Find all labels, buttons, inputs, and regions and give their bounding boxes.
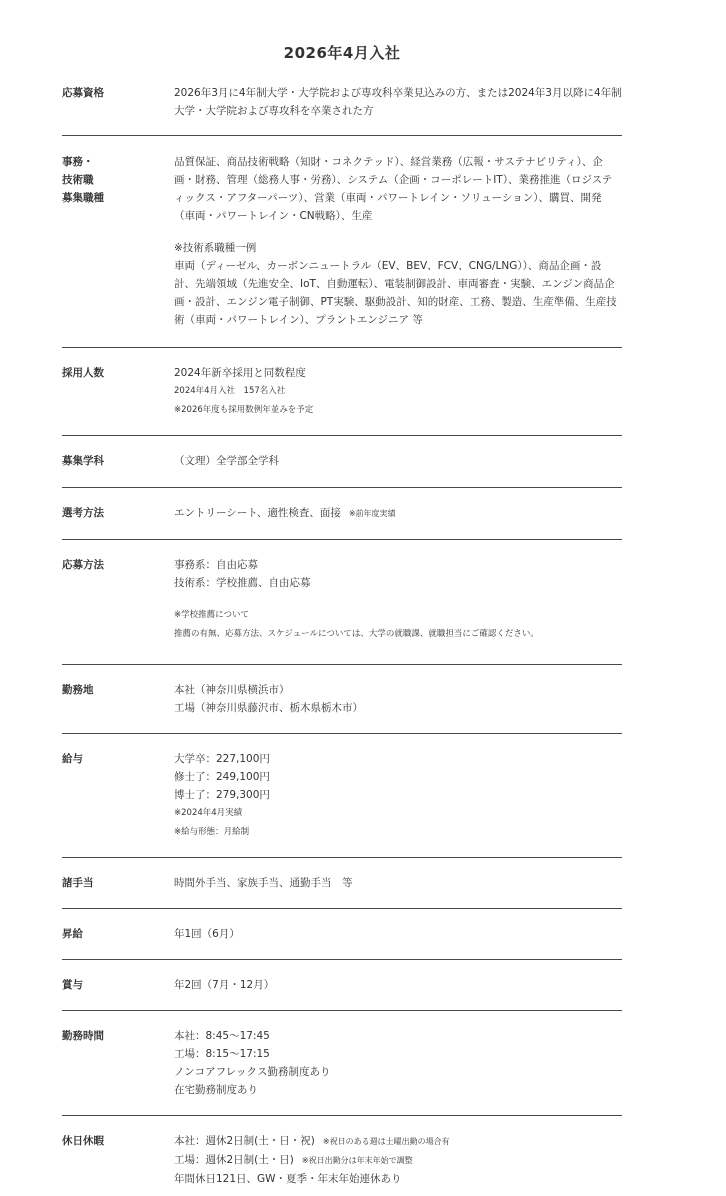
salary-note-2: ※給与形態：月給制 [174,827,250,837]
hours-line-1: 本社：8:45～17:45 [174,1030,270,1042]
qualification-text: 2026年3月に4年制大学・大学院および専攻科卒業見込みの方、または2024年3月以降に4年制大学・大学院および専攻科を卒業された方 [174,87,622,117]
spacer [174,225,622,239]
row-application [62,540,622,665]
holidays-line-3: 年間休日121日、GW・夏季・年末年始連休あり [174,1173,402,1185]
salary-line-2: 修士了：249,100円 [174,771,270,783]
row-hours [62,1011,622,1116]
hiring-count-value [174,364,622,435]
spacer [174,592,622,606]
job-types-example-heading: ※技術系職種一例 [174,242,257,254]
salary-label: 給与 [62,753,83,765]
job-types-label: 事務・ 技術職 募集職種 [62,156,104,204]
application-line-1: 事務系：自由応募 [174,559,258,571]
hiring-count-detail: 2024年4月入社 157名入社 [174,386,286,396]
application-line-2: 技術系：学校推薦、自由応募 [174,577,311,589]
holidays-line-1-note: ※祝日のある週は土曜出勤の場合有 [322,1137,450,1146]
selection-note: ※前年度実績 [348,509,396,518]
application-note-text: 推薦の有無、応募方法、スケジュールについては、大学の就職課、就職担当にご確認ください。 [174,629,539,639]
holidays-value [174,1132,622,1196]
raise-value [174,925,622,959]
hours-label: 勤務時間 [62,1030,104,1042]
row-departments [62,436,622,488]
allowances-value [174,874,622,908]
location-line-1: 本社（神奈川県横浜市） [174,684,290,696]
row-job-types [62,136,622,348]
hiring-count-note: ※2026年度も採用数例年並みを予定 [174,405,314,415]
hiring-count-text: 2024年新卒採用と同数程度 [174,367,306,379]
raise-label: 昇給 [62,928,83,940]
application-value [174,556,622,664]
row-holidays [62,1116,622,1196]
qualification-label: 応募資格 [62,87,104,99]
location-label: 勤務地 [62,684,94,696]
salary-line-3: 博士了：279,300円 [174,789,270,801]
location-line-2: 工場（神奈川県藤沢市、栃木県栃木市） [174,702,363,714]
selection-value [174,504,622,539]
allowances-text: 時間外手当、家族手当、通勤手当 等 [174,877,353,889]
allowances-label: 諸手当 [62,877,94,889]
bonus-text: 年2回（7月・12月） [174,979,275,991]
row-raise [62,909,622,960]
holidays-line-2: 工場：週休2日制(土・日) [174,1154,294,1166]
location-value [174,681,622,733]
recruitment-table [62,83,622,1196]
holidays-label: 休日休暇 [62,1135,104,1147]
hours-line-3: ノンコアフレックス勤務制度あり [174,1066,331,1078]
salary-line-1: 大学卒：227,100円 [174,753,270,765]
row-selection [62,488,622,540]
row-location [62,665,622,734]
hiring-count-label: 採用人数 [62,367,104,379]
departments-label: 募集学科 [62,455,104,467]
job-types-example-text: 車両（ディーゼル、カーボンニュートラル（EV、BEV、FCV、CNG/LNG））、商品企画・設計、先端領域（先進安全、IoT、自動運転）、電装制御設計、車両審査・実験、エンジン商品企画・設計、エンジン電子制御、PT実験、駆動設計、知的財産、工務、製造、生産準備、生産技術（車両・パワートレイン）、プラントエンジニア 等 [174,260,617,326]
row-allowances [62,858,622,909]
row-qualification [62,83,622,136]
selection-text: エントリーシート、適性検査、面接 [174,507,341,519]
hours-line-4: 在宅勤務制度あり [174,1084,258,1096]
departments-text: （文理）全学部全学科 [174,455,279,467]
hours-value [174,1027,622,1115]
salary-note-1: ※2024年4月実績 [174,808,243,818]
page-title: 2026年4月入社 [283,44,401,62]
qualification-value [174,84,622,135]
raise-text: 年1回（6月） [174,928,240,940]
row-bonus [62,960,622,1011]
holidays-line-1: 本社：週休2日制(土・日・祝) [174,1135,315,1147]
row-hiring-count [62,348,622,436]
job-types-text: 品質保証、商品技術戦略（知財・コネクテッド）、経営業務（広報・サステナビリティ）、企画・財務、管理（総務人事・労務）、システム（企画・コーポレートIT）、業務推進（ロジスティックス・アフターパーツ）、営業（車両・パワートレイン・ソリューション）、購買、開発（車両・パワートレイン・CN戦略）、生産 [174,156,613,222]
application-note-heading: ※学校推薦について [174,610,249,620]
job-types-value [174,153,622,347]
hours-line-2: 工場：8:15～17:15 [174,1048,270,1060]
bonus-label: 賞与 [62,979,83,991]
bonus-value [174,976,622,1010]
row-salary [62,734,622,858]
departments-value [174,452,622,487]
application-label: 応募方法 [62,559,104,571]
salary-value [174,750,622,857]
holidays-line-2-note: ※祝日出勤分は年末年始で調整 [301,1156,413,1165]
selection-label: 選考方法 [62,507,104,519]
